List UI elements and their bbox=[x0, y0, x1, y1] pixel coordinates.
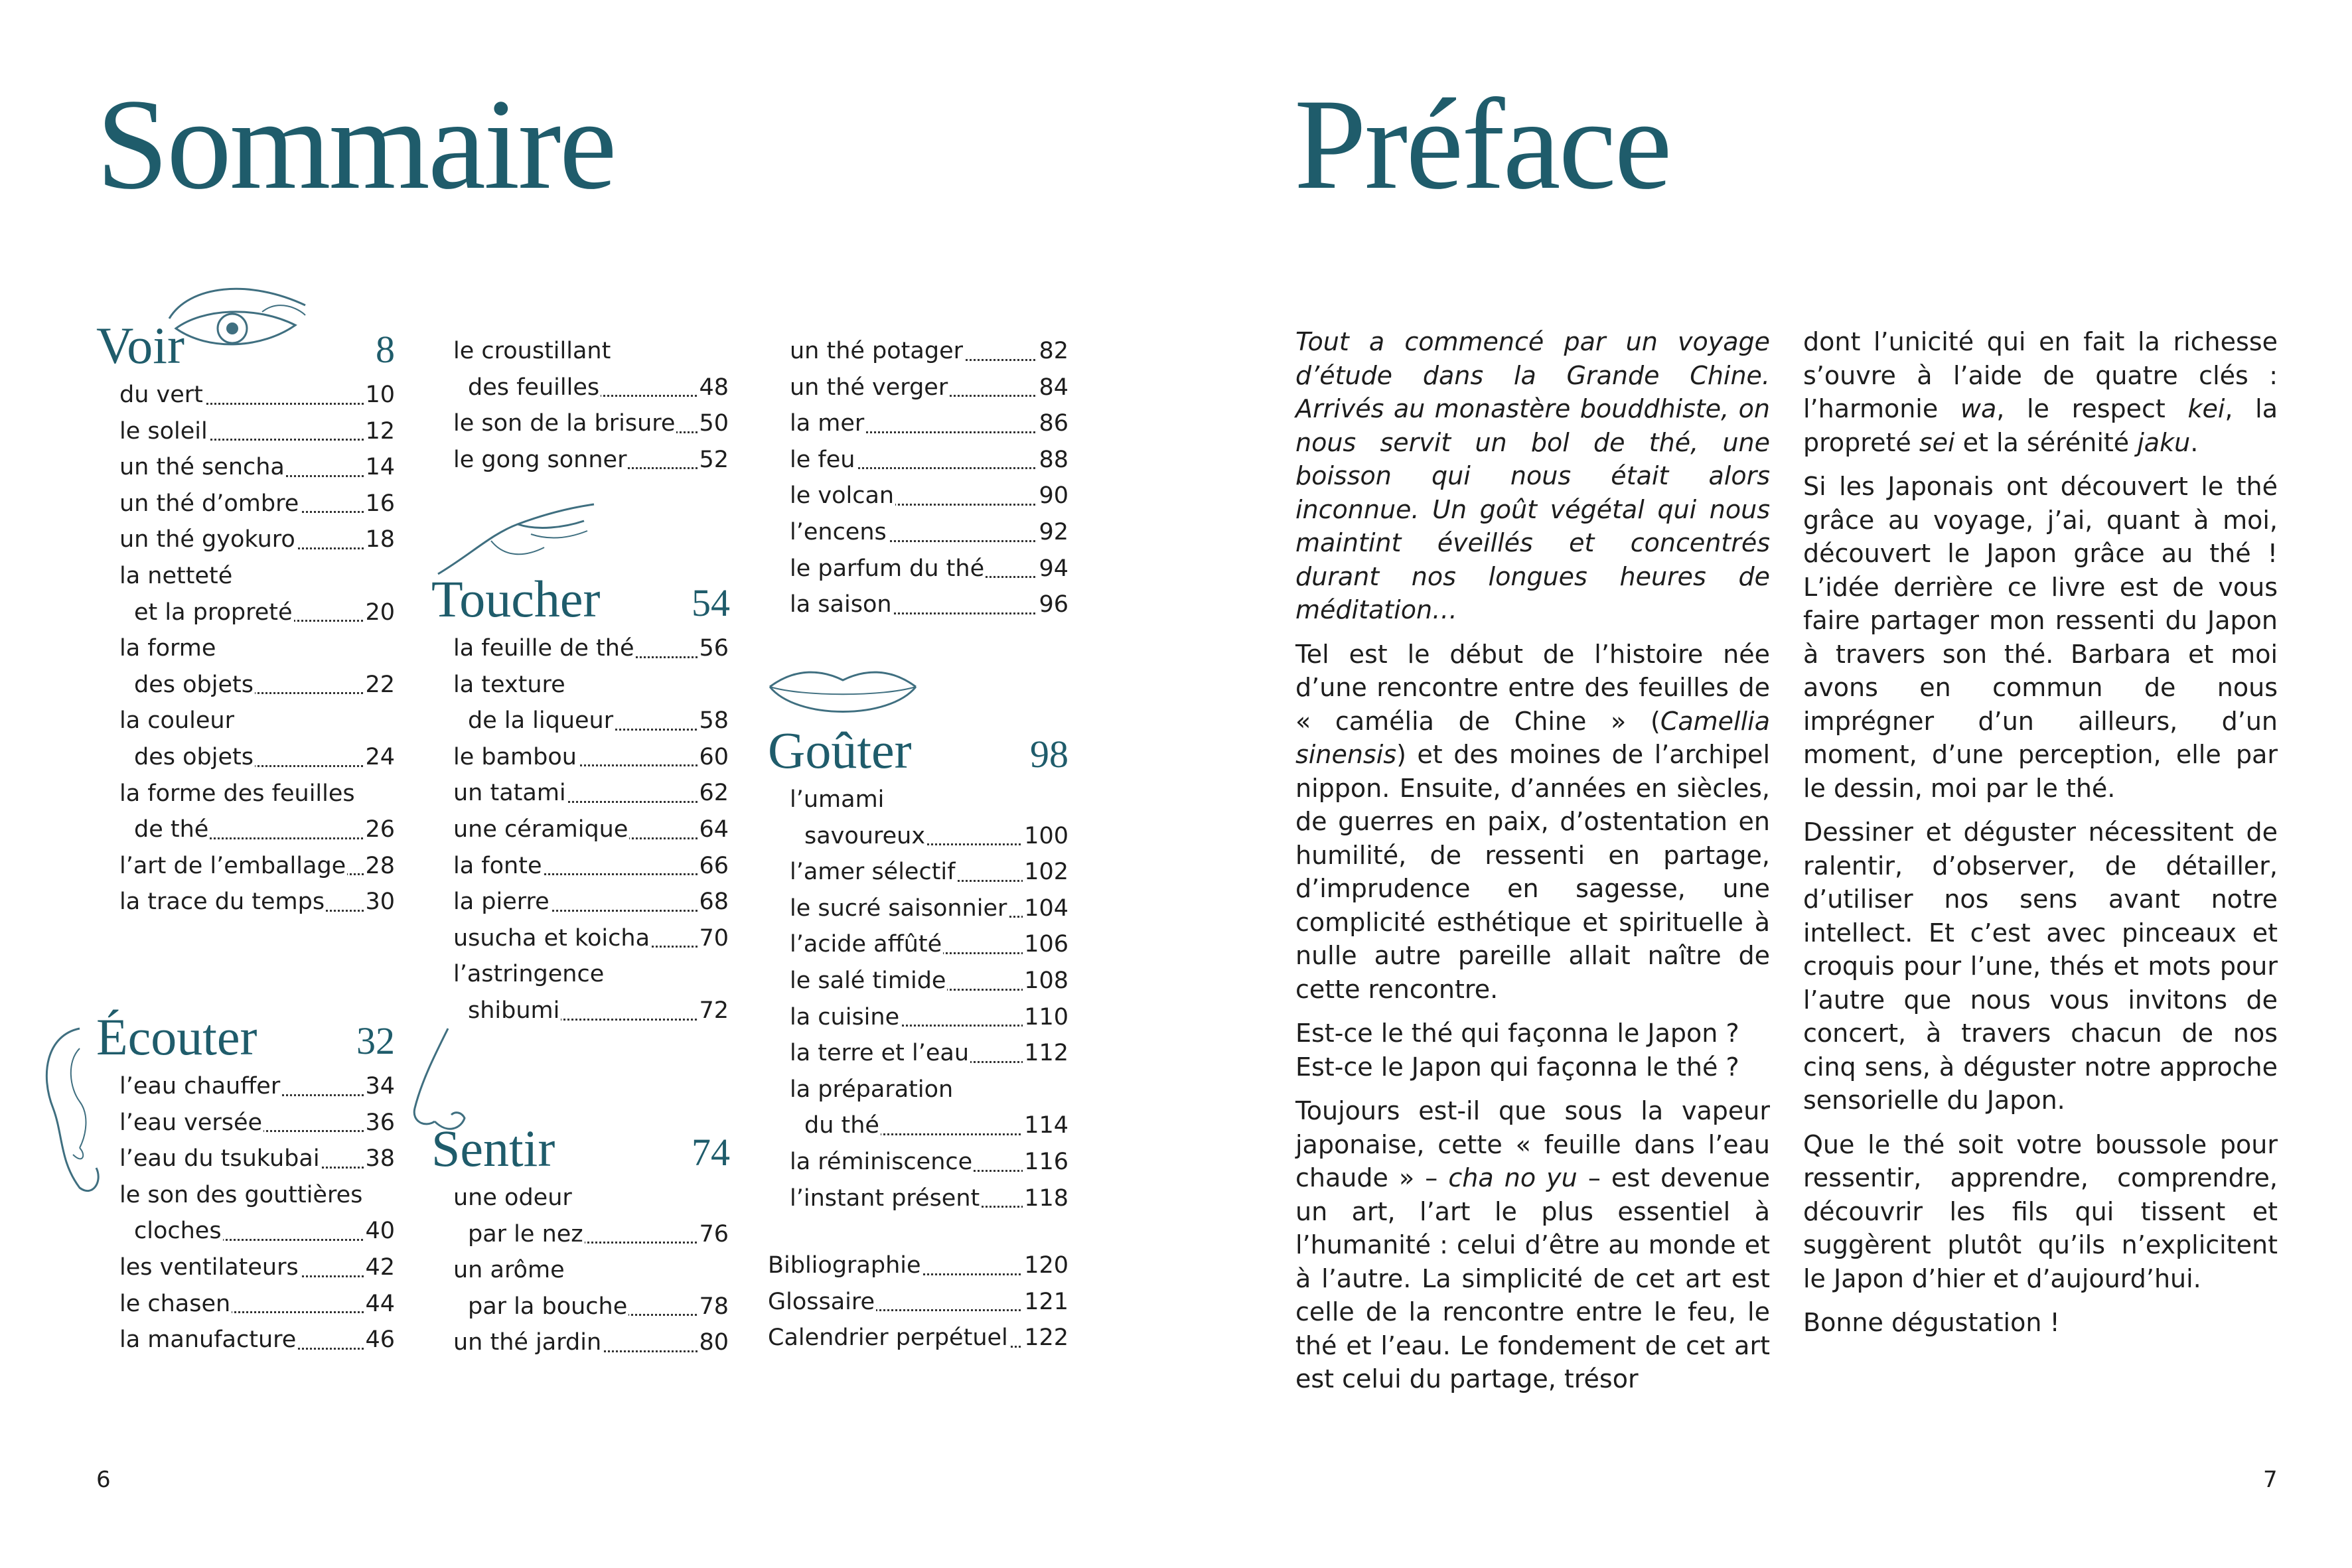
toc-entry-page: 60 bbox=[698, 739, 729, 776]
toc-entry-page: 62 bbox=[698, 775, 729, 812]
toc-entry-page: 34 bbox=[364, 1068, 395, 1105]
section-page: 54 bbox=[692, 581, 730, 624]
toc-entry-label: un tatami bbox=[453, 775, 567, 812]
toc-entry-page: 42 bbox=[364, 1249, 395, 1286]
toc-entry-label: l’eau chauffer bbox=[119, 1068, 281, 1105]
text-run: Toujours est-il que sous la vapeur japonaise, cette « feuille dans l’eau chaude » – bbox=[1295, 1096, 1770, 1192]
toc-entry bbox=[119, 1105, 395, 1141]
toc-entry-page: 26 bbox=[364, 812, 395, 848]
toc-entry-page: 44 bbox=[364, 1286, 395, 1322]
section-page: 98 bbox=[1030, 733, 1068, 776]
toc-entry-page: 66 bbox=[698, 848, 729, 885]
toc-entries bbox=[453, 333, 729, 478]
toc-entry-label: Bibliographie bbox=[768, 1247, 922, 1284]
toc-entry-label: le feu bbox=[790, 442, 856, 478]
toc-entry-page: 100 bbox=[1023, 818, 1068, 855]
toc-entry bbox=[768, 1247, 1068, 1284]
toc-entry bbox=[790, 1180, 1068, 1217]
preface-paragraph: Que le thé soit votre boussole pour ressentir, apprendre, comprendre, découvrir les fils qui tissent et suggèrent plutôt qu’ils n’explicitent le Japon d’hier et d’aujourd’hui. bbox=[1803, 1129, 2278, 1293]
toc-entry bbox=[453, 442, 729, 478]
toc-entry-label: l’instant présent bbox=[790, 1180, 981, 1217]
toc-entry-page: 122 bbox=[1023, 1320, 1068, 1356]
toc-entry-page: 30 bbox=[364, 884, 395, 920]
preface-paragraph: Si les Japonais ont découvert le thé grâce au voyage, j’ai, quant à moi, découvert le Japon grâce au thé ! L’idée derrière ce livre est de vous faire partager mon ressenti du Japon à travers son thé. Barbara et moi avons en commun de nous imprégner d’un ailleurs, d’un moment, d’une perception, elle par le dessin, moi par le thé. bbox=[1803, 472, 2278, 803]
text-run-italic: kei bbox=[2187, 394, 2225, 423]
toc-entry bbox=[790, 514, 1068, 551]
toc-entry-label: l’umami bbox=[790, 782, 885, 818]
toc-entries bbox=[790, 333, 1068, 623]
toc-entry-label: l’acide affûté bbox=[790, 926, 943, 963]
toc-entry-label: la trace du temps bbox=[119, 884, 326, 920]
toc-entry-label: le volcan bbox=[790, 478, 895, 514]
toc-entry-label: le sucré saisonnier bbox=[790, 891, 1008, 927]
text-run: – est devenue un art, l’art le plus essentiel à l’humanité : celui d’être au monde et à l’autre. La simplicité de cet art est celle de la rencontre entre le feu, le thé et l’eau. Le fondement de cet art est celui du partage, trésor bbox=[1295, 1163, 1770, 1393]
toc-entry bbox=[790, 1035, 1068, 1072]
toc-entry-label: des feuilles bbox=[468, 370, 601, 406]
preface-paragraph: Dessiner et déguster nécessitent de ralentir, d’observer, de détailler, d’utiliser nos sens avant notre intellect. Et c’est avec pinceaux et croquis pour l’une, thés et mots pour l’autre que nous vous invitons de concert, à travers chacun de nos cinq sens, à déguster notre approche sensorielle du Japon. bbox=[1803, 818, 2278, 1115]
toc-entry-label: le chasen bbox=[119, 1286, 232, 1322]
toc-entry-label: l’encens bbox=[790, 514, 888, 551]
toc-entry bbox=[119, 848, 395, 885]
toc-entry-page: 40 bbox=[364, 1213, 395, 1249]
toc-entry bbox=[453, 630, 729, 667]
section-title: Goûter bbox=[768, 721, 912, 779]
toc-entry-label: le parfum du thé bbox=[790, 551, 986, 587]
toc-entry-label: du vert bbox=[119, 377, 204, 413]
toc-entry bbox=[119, 558, 395, 595]
toc-entries bbox=[453, 1180, 729, 1361]
toc-entry-page: 20 bbox=[364, 595, 395, 631]
toc-entry bbox=[119, 812, 395, 848]
toc-entry bbox=[790, 370, 1068, 406]
toc-entry-page: 70 bbox=[698, 920, 729, 957]
toc-entry-label: le gong sonner bbox=[453, 442, 628, 478]
toc-entry-page: 14 bbox=[364, 449, 395, 486]
preface-column-1 bbox=[1295, 325, 1770, 1407]
preface-title: Préface bbox=[1294, 72, 1670, 216]
toc-entry-label: du thé bbox=[804, 1107, 881, 1144]
toc-entry-page: 96 bbox=[1037, 587, 1068, 623]
toc-entry-label: la forme des feuilles bbox=[119, 776, 356, 812]
toc-entries bbox=[453, 630, 729, 1029]
toc-entry-label: par la bouche bbox=[468, 1289, 628, 1325]
toc-entry-page: 36 bbox=[364, 1105, 395, 1141]
toc-entry-label: la cuisine bbox=[790, 999, 901, 1036]
page-number-left: 6 bbox=[96, 1466, 111, 1493]
toc-entry-label: la saison bbox=[790, 587, 893, 623]
toc-entry bbox=[453, 920, 729, 957]
text-run: ) et des moines de l’archipel nippon. Ensuite, d’années en siècles, de guerres en paix, d’ostentation en humilité, de ressenti en partage, d’imprudence en sagesse, une complicité esthétique et spirituelle à nulle autre pareille allait naître de cette rencontre. bbox=[1295, 740, 1770, 1004]
toc-entry-label: savoureux bbox=[804, 818, 926, 855]
preface-paragraph: Bonne dégustation ! bbox=[1803, 1308, 2060, 1337]
text-run: Tel est le début de l’histoire née d’une rencontre entre des feuilles de « camélia de Chine » ( bbox=[1295, 639, 1770, 736]
toc-entry-page: 80 bbox=[698, 1324, 729, 1361]
toc-entry-page: 22 bbox=[364, 667, 395, 703]
toc-entry-label: le croustillant bbox=[453, 333, 612, 370]
toc-entry-label: usucha et koicha bbox=[453, 920, 651, 957]
toc-entry bbox=[119, 1286, 395, 1322]
toc-entry bbox=[119, 449, 395, 486]
toc-entry-page: 90 bbox=[1037, 478, 1068, 514]
toc-entry bbox=[119, 1249, 395, 1286]
text-run-italic: jaku bbox=[2137, 427, 2191, 457]
toc-entry bbox=[790, 782, 1068, 818]
toc-entry bbox=[119, 1068, 395, 1105]
toc-entry bbox=[453, 1324, 729, 1361]
toc-entry-label: un thé verger bbox=[790, 370, 949, 406]
toc-entry-label: le son de la brisure bbox=[453, 405, 676, 442]
toc-entry-page: 108 bbox=[1023, 963, 1068, 999]
toc-entry bbox=[453, 1180, 729, 1216]
toc-entry-page: 72 bbox=[698, 993, 729, 1029]
toc-entry-page: 78 bbox=[698, 1289, 729, 1325]
text-run-italic: cha no yu bbox=[1448, 1163, 1578, 1192]
toc-entry-page: 46 bbox=[364, 1322, 395, 1358]
toc-entry-label: la mer bbox=[790, 405, 865, 442]
toc-entry-label: et la propreté bbox=[134, 595, 294, 631]
toc-entry-page: 106 bbox=[1023, 926, 1068, 963]
toc-entry-label: l’astringence bbox=[453, 956, 605, 993]
toc-entry-page: 50 bbox=[698, 405, 729, 442]
toc-entry bbox=[119, 776, 395, 812]
toc-entry-page: 56 bbox=[698, 630, 729, 667]
toc-entry-page: 88 bbox=[1037, 442, 1068, 478]
toc-entries bbox=[790, 782, 1068, 1216]
toc-entry bbox=[790, 551, 1068, 587]
section-page: 74 bbox=[692, 1131, 730, 1174]
toc-entry-page: 104 bbox=[1023, 891, 1068, 927]
toc-entry-label: Glossaire bbox=[768, 1284, 876, 1320]
toc-entry bbox=[768, 1284, 1068, 1320]
toc-entry bbox=[119, 595, 395, 631]
toc-entry bbox=[790, 854, 1068, 891]
toc-entry-label: un thé potager bbox=[790, 333, 964, 370]
toc-entry-page: 120 bbox=[1023, 1247, 1068, 1284]
toc-entry bbox=[453, 775, 729, 812]
lips-drawing bbox=[763, 657, 922, 723]
toc-entry-label: des objets bbox=[134, 739, 255, 776]
toc-entry-page: 112 bbox=[1023, 1035, 1068, 1072]
toc-entry bbox=[790, 999, 1068, 1036]
section-title: Toucher bbox=[431, 570, 601, 628]
toc-entry-page: 52 bbox=[698, 442, 729, 478]
toc-entry-page: 116 bbox=[1023, 1144, 1068, 1180]
toc-entry bbox=[790, 926, 1068, 963]
section-title: Voir bbox=[96, 317, 184, 374]
toc-entry-label: la réminiscence bbox=[790, 1144, 974, 1180]
toc-entry bbox=[453, 1216, 729, 1253]
toc-entry-label: un thé gyokuro bbox=[119, 522, 297, 558]
preface-column-2 bbox=[1803, 325, 2278, 1350]
toc-entry-page: 92 bbox=[1037, 514, 1068, 551]
toc-entry bbox=[453, 739, 729, 776]
toc-entry bbox=[453, 993, 729, 1029]
toc-entry bbox=[119, 703, 395, 739]
toc-entry-page: 68 bbox=[698, 884, 729, 920]
preface-paragraph bbox=[1803, 325, 2278, 459]
toc-entry-label: les ventilateurs bbox=[119, 1249, 300, 1286]
toc-entry-label: la couleur bbox=[119, 703, 236, 739]
toc-entry-page: 64 bbox=[698, 812, 729, 848]
text-run: , la propreté bbox=[1803, 394, 2278, 457]
text-line: Est-ce le Japon qui façonna le thé ? bbox=[1295, 1052, 1739, 1082]
toc-entry-label: l’eau versée bbox=[119, 1105, 263, 1141]
preface-paragraph bbox=[1295, 1094, 1770, 1396]
toc-entry bbox=[790, 1107, 1068, 1144]
toc-entry-label: une céramique bbox=[453, 812, 629, 848]
toc-entry bbox=[119, 884, 395, 920]
toc-entry bbox=[790, 478, 1068, 514]
toc-entry-label: la préparation bbox=[790, 1072, 954, 1108]
toc-entry bbox=[790, 1144, 1068, 1180]
toc-entry bbox=[119, 413, 395, 450]
preface-paragraph: Tout a commencé par un voyage d’étude dans la Grande Chine. Arrivés au monastère bouddhiste, on nous servit un bol de thé, une boisson qui nous était alors inconnue. Un goût végétal qui nous maintint éveillés et concentrés durant nos longues heures de méditation… bbox=[1295, 327, 1770, 624]
toc-entries bbox=[119, 377, 395, 920]
toc-entry bbox=[119, 630, 395, 667]
toc-entry-page: 114 bbox=[1023, 1107, 1068, 1144]
toc-entry-label: le bambou bbox=[453, 739, 578, 776]
toc-entry-label: le soleil bbox=[119, 413, 209, 450]
toc-entry bbox=[768, 1320, 1068, 1356]
toc-entry-page: 82 bbox=[1037, 333, 1068, 370]
preface-paragraph bbox=[1295, 1017, 1770, 1084]
toc-entry bbox=[453, 812, 729, 848]
toc-entry bbox=[453, 667, 729, 703]
toc-entry-label: la pierre bbox=[453, 884, 551, 920]
toc-entry-page: 102 bbox=[1023, 854, 1068, 891]
toc-entries bbox=[119, 1068, 395, 1358]
toc-entry-label: le son des gouttières bbox=[119, 1177, 364, 1214]
preface-paragraph bbox=[1295, 638, 1770, 1007]
toc-entry bbox=[119, 1141, 395, 1177]
text-run: dont l’unicité qui en fait la richesse s’ouvre à l’aide de quatre clés : l’harmonie bbox=[1803, 327, 2278, 423]
toc-entry-page: 86 bbox=[1037, 405, 1068, 442]
toc-entry-label: des objets bbox=[134, 667, 255, 703]
toc-entry-label: la netteté bbox=[119, 558, 234, 595]
text-run: et la sérénité bbox=[1954, 427, 2138, 457]
toc-entry bbox=[453, 884, 729, 920]
toc-entry bbox=[453, 956, 729, 993]
toc-entry bbox=[453, 1289, 729, 1325]
toc-entry bbox=[790, 963, 1068, 999]
toc-entry bbox=[453, 848, 729, 885]
toc-entry bbox=[453, 333, 729, 370]
toc-entry-label: le salé timide bbox=[790, 963, 947, 999]
toc-entry bbox=[453, 1252, 729, 1289]
toc-entry-label: un thé d’ombre bbox=[119, 486, 300, 522]
toc-entry-page: 76 bbox=[698, 1216, 729, 1253]
toc-entry-label: par le nez bbox=[468, 1216, 585, 1253]
toc-entry-label: Calendrier perpétuel bbox=[768, 1320, 1009, 1356]
toc-entry bbox=[790, 1072, 1068, 1108]
toc-entry-label: la fonte bbox=[453, 848, 543, 885]
toc-entry-page: 94 bbox=[1037, 551, 1068, 587]
toc-entry bbox=[453, 405, 729, 442]
toc-entry-label: l’eau du tsukubai bbox=[119, 1141, 321, 1177]
toc-entry-page: 38 bbox=[364, 1141, 395, 1177]
toc-entry-page: 110 bbox=[1023, 999, 1068, 1036]
toc-entry-label: un thé sencha bbox=[119, 449, 286, 486]
toc-entry bbox=[119, 377, 395, 413]
toc-entry-label: de thé bbox=[134, 812, 210, 848]
toc-entry bbox=[119, 1213, 395, 1249]
sommaire-title: Sommaire bbox=[96, 72, 615, 216]
toc-entry-label: shibumi bbox=[468, 993, 561, 1029]
toc-entry bbox=[790, 891, 1068, 927]
toc-entry-page: 28 bbox=[364, 848, 395, 885]
text-line: Est-ce le thé qui façonna le Japon ? bbox=[1295, 1019, 1739, 1048]
toc-entry-page: 118 bbox=[1023, 1180, 1068, 1217]
toc-entry-label: la feuille de thé bbox=[453, 630, 635, 667]
toc-entry bbox=[790, 587, 1068, 623]
toc-entry bbox=[119, 1177, 395, 1214]
section-page: 8 bbox=[376, 328, 395, 371]
toc-entry-page: 121 bbox=[1023, 1284, 1068, 1320]
toc-entry bbox=[790, 333, 1068, 370]
toc-entry bbox=[453, 370, 729, 406]
toc-entry bbox=[119, 1322, 395, 1358]
toc-entry bbox=[119, 739, 395, 776]
toc-entry-page: 48 bbox=[698, 370, 729, 406]
toc-entry-page: 58 bbox=[698, 703, 729, 739]
toc-entries bbox=[768, 1247, 1068, 1356]
section-title: Écouter bbox=[96, 1008, 257, 1066]
toc-entry bbox=[119, 486, 395, 522]
toc-entry-label: une odeur bbox=[453, 1180, 573, 1216]
toc-entry-page: 18 bbox=[364, 522, 395, 558]
toc-entry bbox=[790, 818, 1068, 855]
toc-entry bbox=[119, 667, 395, 703]
toc-entry bbox=[790, 405, 1068, 442]
toc-entry-label: la texture bbox=[453, 667, 567, 703]
toc-entry-label: la terre et l’eau bbox=[790, 1035, 970, 1072]
text-run-italic: wa bbox=[1960, 394, 1997, 423]
text-run-italic: Camellia sinensis bbox=[1295, 706, 1770, 769]
toc-entry-label: la manufacture bbox=[119, 1322, 297, 1358]
toc-entry-label: la forme bbox=[119, 630, 217, 667]
text-run-italic: sei bbox=[1919, 427, 1955, 457]
text-run: , le respect bbox=[1996, 394, 2188, 423]
toc-entry-page: 10 bbox=[364, 377, 395, 413]
toc-entry bbox=[453, 703, 729, 739]
toc-entry bbox=[119, 522, 395, 558]
page-number-right: 7 bbox=[2263, 1466, 2278, 1493]
toc-entry-page: 24 bbox=[364, 739, 395, 776]
text-run: . bbox=[2190, 427, 2199, 457]
section-page: 32 bbox=[356, 1019, 395, 1062]
toc-entry-label: un arôme bbox=[453, 1252, 566, 1289]
toc-entry-page: 12 bbox=[364, 413, 395, 450]
toc-entry-page: 84 bbox=[1037, 370, 1068, 406]
toc-entry-label: l’amer sélectif bbox=[790, 854, 956, 891]
section-title: Sentir bbox=[431, 1119, 555, 1177]
toc-entry-page: 16 bbox=[364, 486, 395, 522]
toc-entry-label: de la liqueur bbox=[468, 703, 615, 739]
toc-entry-label: l’art de l’emballage bbox=[119, 848, 347, 885]
toc-entry bbox=[790, 442, 1068, 478]
toc-entry-label: cloches bbox=[134, 1213, 223, 1249]
toc-entry-label: un thé jardin bbox=[453, 1324, 603, 1361]
